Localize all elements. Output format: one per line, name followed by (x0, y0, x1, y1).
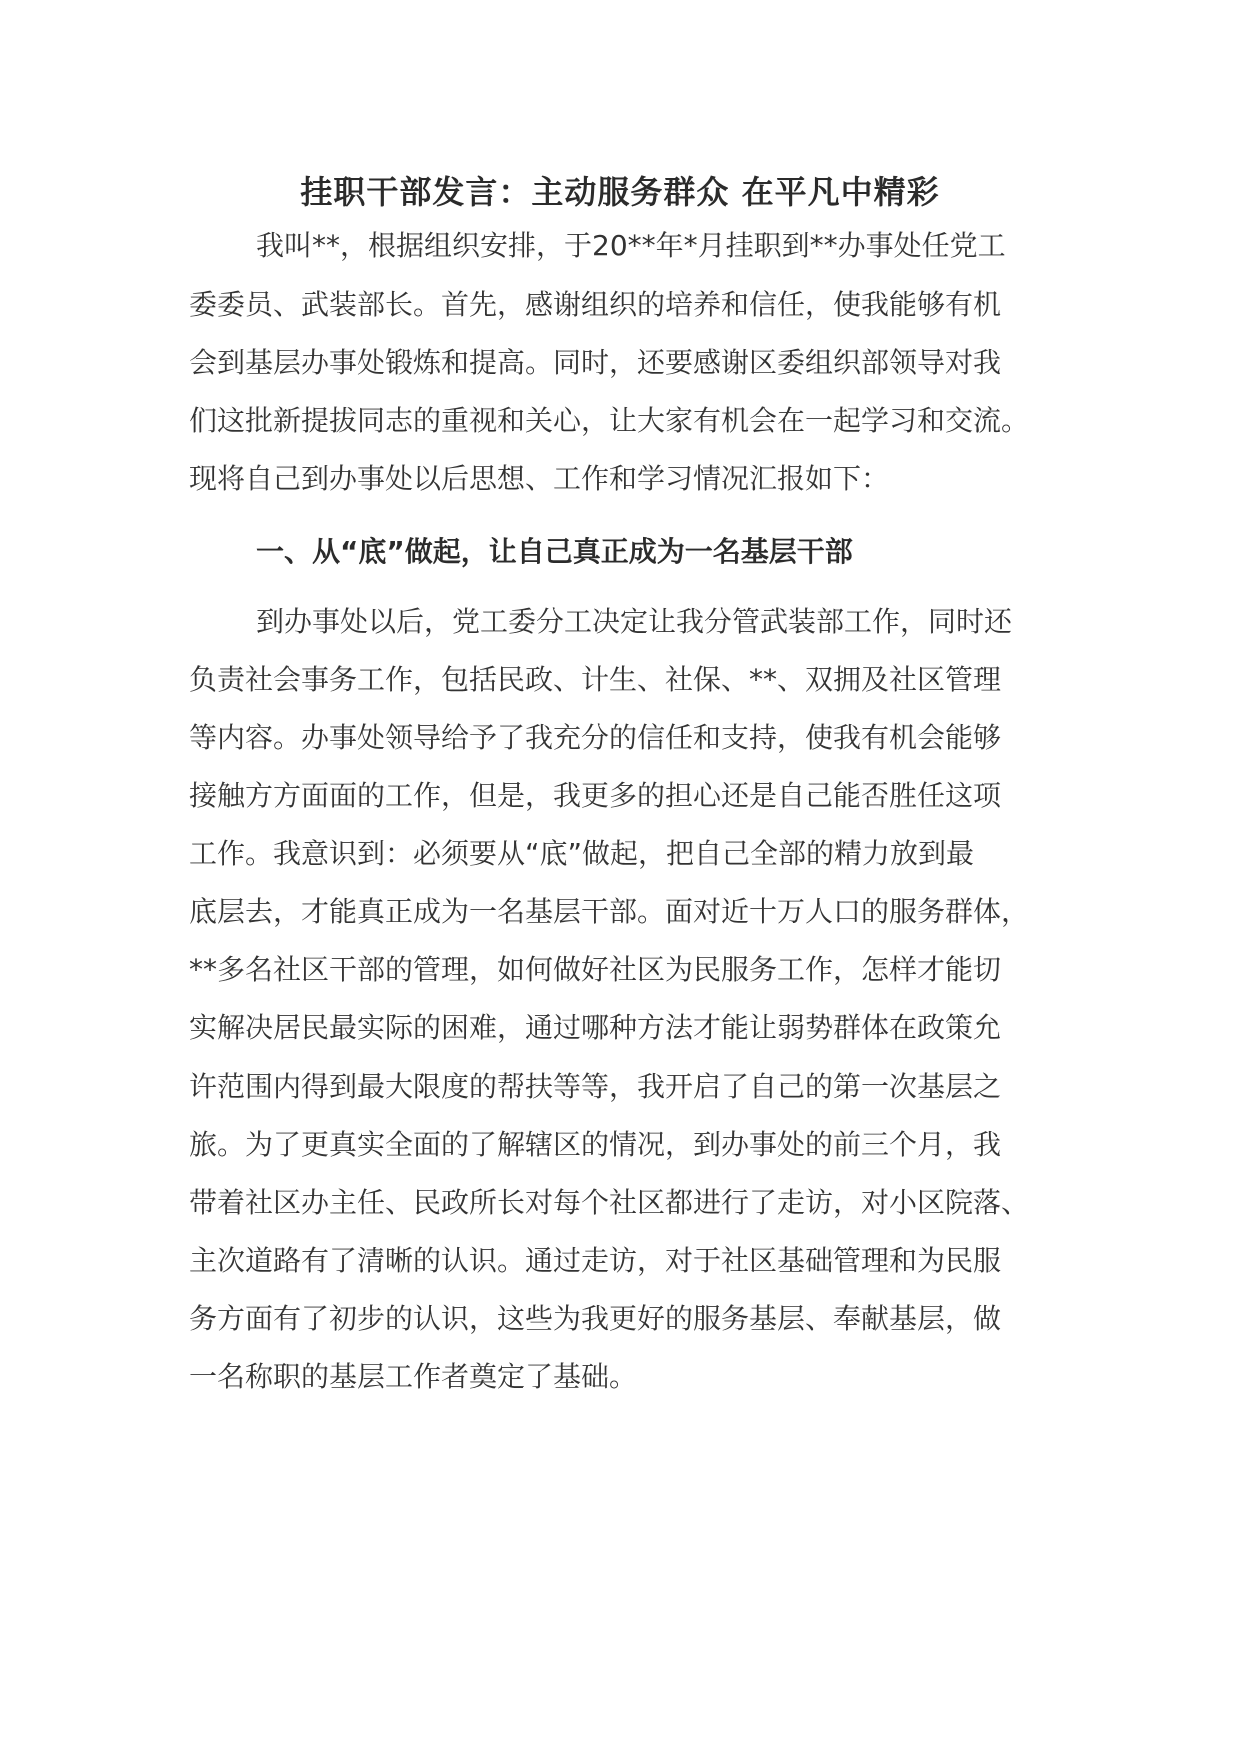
section1-line-5: 工作。我意识到：必须要从“底”做起，把自己全部的精力放到最 (189, 837, 975, 870)
section1-line-4: 接触方方面面的工作，但是，我更多的担心还是自己能否胜任这项 (189, 779, 1002, 812)
section1-line-8: 实解决居民最实际的困难，通过哪种方法才能让弱势群体在政策允 (189, 1011, 1002, 1044)
intro-line-2: 委委员、武装部长。首先，感谢组织的培养和信任，使我能够有机 (189, 288, 1002, 321)
section-heading-1: 一、从“底”做起，让自己真正成为一名基层干部 (256, 535, 853, 568)
section1-line-6: 底层去，才能真正成为一名基层干部。面对近十万人口的服务群体， (189, 895, 1030, 928)
section1-line-14: 一名称职的基层工作者奠定了基础。 (189, 1360, 638, 1393)
intro-line-1: 我叫**，根据组织安排，于20**年*月挂职到**办事处任党工 (256, 229, 1006, 262)
intro-line-3: 会到基层办事处锻炼和提高。同时，还要感谢区委组织部领导对我 (189, 346, 1002, 379)
section1-line-11: 带着社区办主任、民政所长对每个社区都进行了走访，对小区院落、 (189, 1186, 1030, 1219)
document-title: 挂职干部发言：主动服务群众 在平凡中精彩 (300, 173, 940, 211)
intro-line-5: 现将自己到办事处以后思想、工作和学习情况汇报如下： (189, 462, 890, 495)
section1-line-1: 到办事处以后，党工委分工决定让我分管武装部工作，同时还 (256, 605, 1013, 638)
section1-line-7: **多名社区干部的管理，如何做好社区为民服务工作，怎样才能切 (189, 953, 1002, 986)
section1-line-2: 负责社会事务工作，包括民政、计生、社保、**、双拥及社区管理 (189, 663, 1002, 696)
section1-line-10: 旅。为了更真实全面的了解辖区的情况，到办事处的前三个月，我 (189, 1128, 1002, 1161)
section1-line-12: 主次道路有了清晰的认识。通过走访，对于社区基础管理和为民服 (189, 1244, 1002, 1277)
section1-line-9: 许范围内得到最大限度的帮扶等等，我开启了自己的第一次基层之 (189, 1070, 1002, 1103)
section1-line-13: 务方面有了初步的认识，这些为我更好的服务基层、奉献基层，做 (189, 1302, 1002, 1335)
section1-line-3: 等内容。办事处领导给予了我充分的信任和支持，使我有机会能够 (189, 721, 1002, 754)
intro-line-4: 们这批新提拔同志的重视和关心，让大家有机会在一起学习和交流。 (189, 404, 1030, 437)
